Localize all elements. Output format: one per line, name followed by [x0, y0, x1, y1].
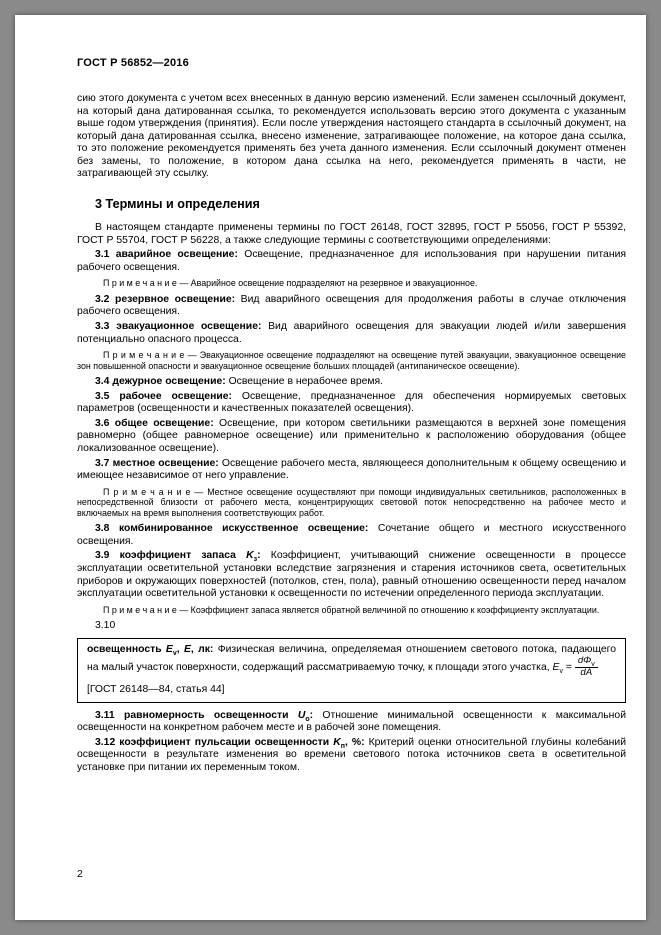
- term-name: общее освещение:: [114, 417, 214, 429]
- term-number: 3.12: [95, 736, 116, 748]
- term-number: 3.3: [95, 321, 110, 333]
- term-symbol: $K_п$, %:: [333, 736, 365, 750]
- term-definition: Освещение, предназначенное для обеспечения нормируемых световых параметров (освещенности и качественных показателей освещения).: [77, 390, 627, 415]
- section-lead-paragraph: В настоящем стандарте применены термины по ГОСТ 26148, ГОСТ 32895, ГОСТ Р 55056, ГОСТ Р 55392, ГОСТ Р 55704, ГОСТ Р 56228, а также следующие термины с соответствующими определениями:: [77, 222, 626, 246]
- term-paragraph-3-11: [77, 710, 626, 735]
- note-3-9: П р и м е ч а н и е — Коэффициент запаса является обратной величиной по отношению к коэффициенту эксплуатации.: [103, 604, 600, 615]
- doc-code-header: ГОСТ Р 56852—2016: [77, 57, 189, 69]
- document-page: [15, 15, 646, 920]
- term-name: коэффициент запаса: [119, 550, 236, 562]
- page-number: 2: [77, 868, 83, 880]
- boxed-term-name: освещенность $E_v$, E, лк:: [87, 643, 214, 657]
- term-name: местное освещение:: [112, 457, 219, 469]
- term-name: резервное освещение:: [115, 293, 236, 305]
- term-number: 3.4: [95, 376, 110, 388]
- intro-paragraph: сию этого документа с учетом всех внесенных в данную версию изменений. Если заменен ссылочный документ, на который дана датированная ссылка, то рекомендуется использовать версию этого документа с указанным выше годом утверждения (принятия). Если после утверждения настоящего стандарта в ссылочный документ, на который дана датированная ссылка, внесено изменение, затрагивающее положение, на которое дана ссылка, то это положение рекомендуется применять без учета данного изменения. Если ссылочный документ отменен без замены, то положение, в котором дана ссылка на него, рекомендуется применять в части, не затрагивающей эту ссылку.: [77, 93, 626, 180]
- term-paragraph-3-1: [77, 249, 626, 274]
- term-number-3-10: 3.10: [95, 620, 116, 632]
- term-definition: Освещение в нерабочее время.: [228, 376, 384, 388]
- term-number: 3.11: [95, 709, 115, 721]
- note-3-1: П р и м е ч а н и е — Аварийное освещение подразделяют на резервное и эвакуационное.: [103, 278, 478, 289]
- term-paragraph-3-2: [77, 294, 626, 319]
- term-name: рабочее освещение:: [119, 390, 232, 402]
- term-paragraph-3-3: [77, 321, 626, 346]
- term-name: дежурное освещение:: [112, 376, 226, 388]
- citation-reference: [ГОСТ 26148—84, статья 44]: [87, 683, 225, 695]
- term-definition: Освещение, при котором светильники размещаются в верхней зоне помещения равномерно (общее равномерное освещение) или применительно к расположению оборудования (общее локализованное освещение).: [77, 417, 626, 455]
- term-paragraph-3-7: [77, 458, 626, 483]
- term-symbol: $U_о$:: [297, 709, 314, 723]
- term-name: аварийное освещение:: [115, 249, 238, 261]
- term-definition: Освещение рабочего места, являющееся дополнительным к общему освещению и имеющее независимое от него управление.: [77, 457, 627, 482]
- term-paragraph-3-6: [77, 418, 626, 456]
- formula-fraction: $\frac{d\Phi_v}{dA}$: [575, 656, 598, 678]
- term-number: 3.8: [95, 523, 110, 535]
- term-number: 3.7: [95, 457, 110, 469]
- term-definition: Отношение минимальной освещенности к максимальной освещенности на конкретном рабочем месте и в рабочей зоне помещения.: [77, 709, 626, 734]
- note-3-7: П р и м е ч а н и е — Местное освещение осуществляют при помощи индивидуальных светильников, расположенных в непосредственной близости от рабочего места, концентрирующих световой поток непосредственно на рабочее место и включаемых на время выполнения соответствующих работ.: [77, 486, 626, 518]
- term-paragraph-3-9: [77, 550, 626, 600]
- term-name: равномерность освещенности: [124, 709, 289, 721]
- term-definition: Вид аварийного освещения для эвакуации людей и/или завершения потенциально опасного процесса.: [77, 321, 627, 345]
- term-name: коэффициент пульсации освещенности: [119, 736, 330, 748]
- term-paragraph-3-5: [77, 391, 626, 416]
- term-definition: Критерий оценки относительной глубины колебаний освещенности в результате изменения во времени светового потока источников света в осветительной установке при питании их переменным током.: [77, 736, 626, 773]
- term-name: эвакуационное освещение:: [116, 321, 262, 333]
- term-number: 3.1: [95, 249, 110, 261]
- term-definition: Освещение, предназначенное для использования при нарушении питания рабочего освещения.: [77, 249, 626, 273]
- term-symbol: $K_з$:: [246, 550, 261, 564]
- illuminance-formula: $E_v$ = $\frac{d\Phi_v}{dA}$: [553, 662, 598, 673]
- boxed-definition-3-10: [77, 638, 626, 703]
- term-number: 3.9: [95, 550, 110, 562]
- term-paragraph-3-4: [77, 376, 626, 389]
- term-definition: Коэффициент, учитывающий снижение освещенности в процессе эксплуатации осветительной установки вследствие загрязнения и старения источников света, осветительных приборов и окружающих поверхностей (потолков, стен, пола), равный отношению освещенности перед началом эксплуатации осветительной установки к освещенности по истечении определенного периода эксплуатации.: [77, 550, 626, 600]
- note-3-3: П р и м е ч а н и е — Эвакуационное освещение подразделяют на освещение путей эвакуации, эвакуационное освещение зон повышенной опасности и эвакуационное освещение больших площадей (антипаническое освещение).: [77, 350, 626, 371]
- term-number: 3.2: [95, 293, 110, 305]
- boxed-definition-text: [87, 644, 616, 679]
- term-number: 3.6: [95, 417, 110, 429]
- term-definition: Вид аварийного освещения для продолжения работы в случае отключения рабочего освещения.: [77, 293, 626, 318]
- section-title: 3 Термины и определения: [95, 197, 260, 212]
- boxed-term-definition: Физическая величина, определяемая отношением светового потока, падающего на малый участок поверхности, содержащий рассматриваемую точку, к площади этого участка,: [87, 643, 617, 674]
- term-number: 3.5: [95, 390, 110, 402]
- term-paragraph-3-8: [77, 523, 626, 548]
- term-name: комбинированное искусственное освещение:: [118, 523, 369, 535]
- term-definition: Сочетание общего и местного искусственного освещения.: [77, 523, 626, 547]
- term-paragraph-3-12: [77, 737, 626, 775]
